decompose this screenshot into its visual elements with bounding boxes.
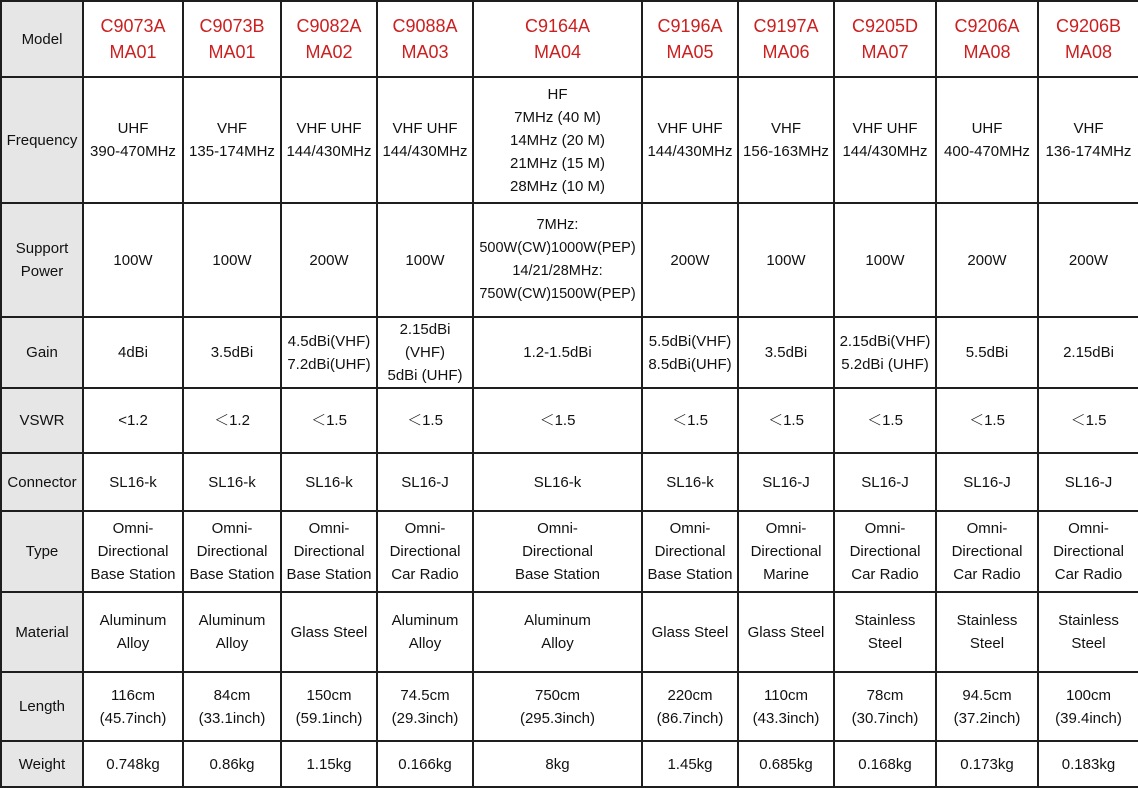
spec-cell: 100W [834,203,936,317]
spec-cell: Omni- Directional Marine [738,511,834,592]
spec-cell: 84cm (33.1inch) [183,672,281,741]
spec-cell: Aluminum Alloy [473,592,642,672]
spec-cell: Aluminum Alloy [377,592,473,672]
spec-cell: Aluminum Alloy [183,592,281,672]
spec-cell: Stainless Steel [1038,592,1138,672]
spec-cell: 2.15dBi [1038,317,1138,388]
spec-cell: Omni- Directional Base Station [473,511,642,592]
spec-cell: SL16-J [1038,453,1138,511]
model-cell: C9164A MA04 [473,1,642,77]
row-header: Length [1,672,83,741]
spec-cell: UHF 390-470MHz [83,77,183,203]
spec-cell: Omni- Directional Car Radio [377,511,473,592]
spec-cell: 100W [738,203,834,317]
spec-cell: 7MHz: 500W(CW)1000W(PEP) 14/21/28MHz: 750W(CW)1500W(PEP) [473,203,642,317]
spec-cell: UHF 400-470MHz [936,77,1038,203]
spec-cell: 1.15kg [281,741,377,787]
spec-cell: SL16-J [834,453,936,511]
model-cell: C9206B MA08 [1038,1,1138,77]
spec-cell: 5.5dBi [936,317,1038,388]
spec-cell: 94.5cm (37.2inch) [936,672,1038,741]
row-header: Support Power [1,203,83,317]
spec-cell: ＜1.5 [834,388,936,453]
row-header: Type [1,511,83,592]
spec-cell: <1.2 [83,388,183,453]
model-cell: C9196A MA05 [642,1,738,77]
spec-cell: Omni- Directional Base Station [281,511,377,592]
spec-cell: SL16-J [738,453,834,511]
spec-cell: 150cm (59.1inch) [281,672,377,741]
spec-cell: 3.5dBi [183,317,281,388]
spec-cell: SL16-J [936,453,1038,511]
spec-cell: 116cm (45.7inch) [83,672,183,741]
length-row [1,672,1138,741]
model-cell: C9082A MA02 [281,1,377,77]
spec-cell: 1.45kg [642,741,738,787]
row-header: VSWR [1,388,83,453]
spec-cell: ＜1.5 [738,388,834,453]
row-header: Connector [1,453,83,511]
spec-cell: VHF 136-174MHz [1038,77,1138,203]
spec-cell: 110cm (43.3inch) [738,672,834,741]
spec-cell: HF 7MHz (40 M) 14MHz (20 M) 21MHz (15 M) 28MHz (10 M) [473,77,642,203]
spec-cell: Omni- Directional Car Radio [1038,511,1138,592]
spec-cell: VHF UHF 144/430MHz [281,77,377,203]
spec-cell: SL16-k [642,453,738,511]
row-header: Gain [1,317,83,388]
spec-cell: SL16-k [183,453,281,511]
spec-cell: 100W [377,203,473,317]
spec-cell: Stainless Steel [834,592,936,672]
spec-cell: Glass Steel [642,592,738,672]
spec-cell: 0.86kg [183,741,281,787]
connector-row [1,453,1138,511]
spec-cell: 200W [281,203,377,317]
spec-cell: 100W [183,203,281,317]
model-cell: C9206A MA08 [936,1,1038,77]
model-cell: C9088A MA03 [377,1,473,77]
frequency-row [1,77,1138,203]
spec-cell: 100cm (39.4inch) [1038,672,1138,741]
spec-cell: 2.15dBi(VHF) 5.2dBi (UHF) [834,317,936,388]
spec-cell: 2.15dBi (VHF) 5dBi (UHF) [377,317,473,388]
spec-cell: VHF UHF 144/430MHz [377,77,473,203]
material-row [1,592,1138,672]
spec-cell: 0.166kg [377,741,473,787]
spec-cell: 78cm (30.7inch) [834,672,936,741]
spec-cell: Omni- Directional Base Station [83,511,183,592]
spec-cell: Aluminum Alloy [83,592,183,672]
spec-cell: 0.183kg [1038,741,1138,787]
spec-cell: ＜1.5 [377,388,473,453]
model-cell: C9197A MA06 [738,1,834,77]
spec-cell: Glass Steel [738,592,834,672]
model-cell: C9073A MA01 [83,1,183,77]
spec-cell: 1.2-1.5dBi [473,317,642,388]
spec-cell: VHF 135-174MHz [183,77,281,203]
model-cell: C9205D MA07 [834,1,936,77]
row-header: Frequency [1,77,83,203]
spec-cell: ＜1.5 [1038,388,1138,453]
spec-cell: 3.5dBi [738,317,834,388]
spec-cell: ＜1.5 [473,388,642,453]
weight-row [1,741,1138,787]
spec-cell: VHF UHF 144/430MHz [642,77,738,203]
spec-cell: 4dBi [83,317,183,388]
model-row [1,1,1138,77]
spec-cell: Glass Steel [281,592,377,672]
spec-cell: VHF UHF 144/430MHz [834,77,936,203]
row-header: Model [1,1,83,77]
spec-cell: 8kg [473,741,642,787]
spec-cell: ＜1.5 [642,388,738,453]
spec-cell: SL16-J [377,453,473,511]
spec-cell: 0.173kg [936,741,1038,787]
spec-cell: 750cm (295.3inch) [473,672,642,741]
spec-cell: Stainless Steel [936,592,1038,672]
spec-cell: SL16-k [83,453,183,511]
type-row [1,511,1138,592]
spec-cell: Omni- Directional Base Station [183,511,281,592]
row-header: Material [1,592,83,672]
spec-cell: ＜1.5 [281,388,377,453]
spec-cell: SL16-k [473,453,642,511]
spec-cell: 100W [83,203,183,317]
gain-row [1,317,1138,388]
model-cell: C9073B MA01 [183,1,281,77]
spec-cell: ＜1.2 [183,388,281,453]
spec-cell: 4.5dBi(VHF) 7.2dBi(UHF) [281,317,377,388]
spec-cell: 0.168kg [834,741,936,787]
spec-cell: ＜1.5 [936,388,1038,453]
spec-cell: 5.5dBi(VHF) 8.5dBi(UHF) [642,317,738,388]
spec-cell: 200W [642,203,738,317]
spec-cell: 0.685kg [738,741,834,787]
spec-cell: Omni- Directional Base Station [642,511,738,592]
spec-cell: 0.748kg [83,741,183,787]
spec-cell: 200W [936,203,1038,317]
spec-cell: 220cm (86.7inch) [642,672,738,741]
spec-cell: Omni- Directional Car Radio [936,511,1038,592]
spec-cell: VHF 156-163MHz [738,77,834,203]
vswr-row [1,388,1138,453]
support-power-row [1,203,1138,317]
spec-cell: 200W [1038,203,1138,317]
spec-cell: SL16-k [281,453,377,511]
spec-cell: 74.5cm (29.3inch) [377,672,473,741]
spec-cell: Omni- Directional Car Radio [834,511,936,592]
row-header: Weight [1,741,83,787]
